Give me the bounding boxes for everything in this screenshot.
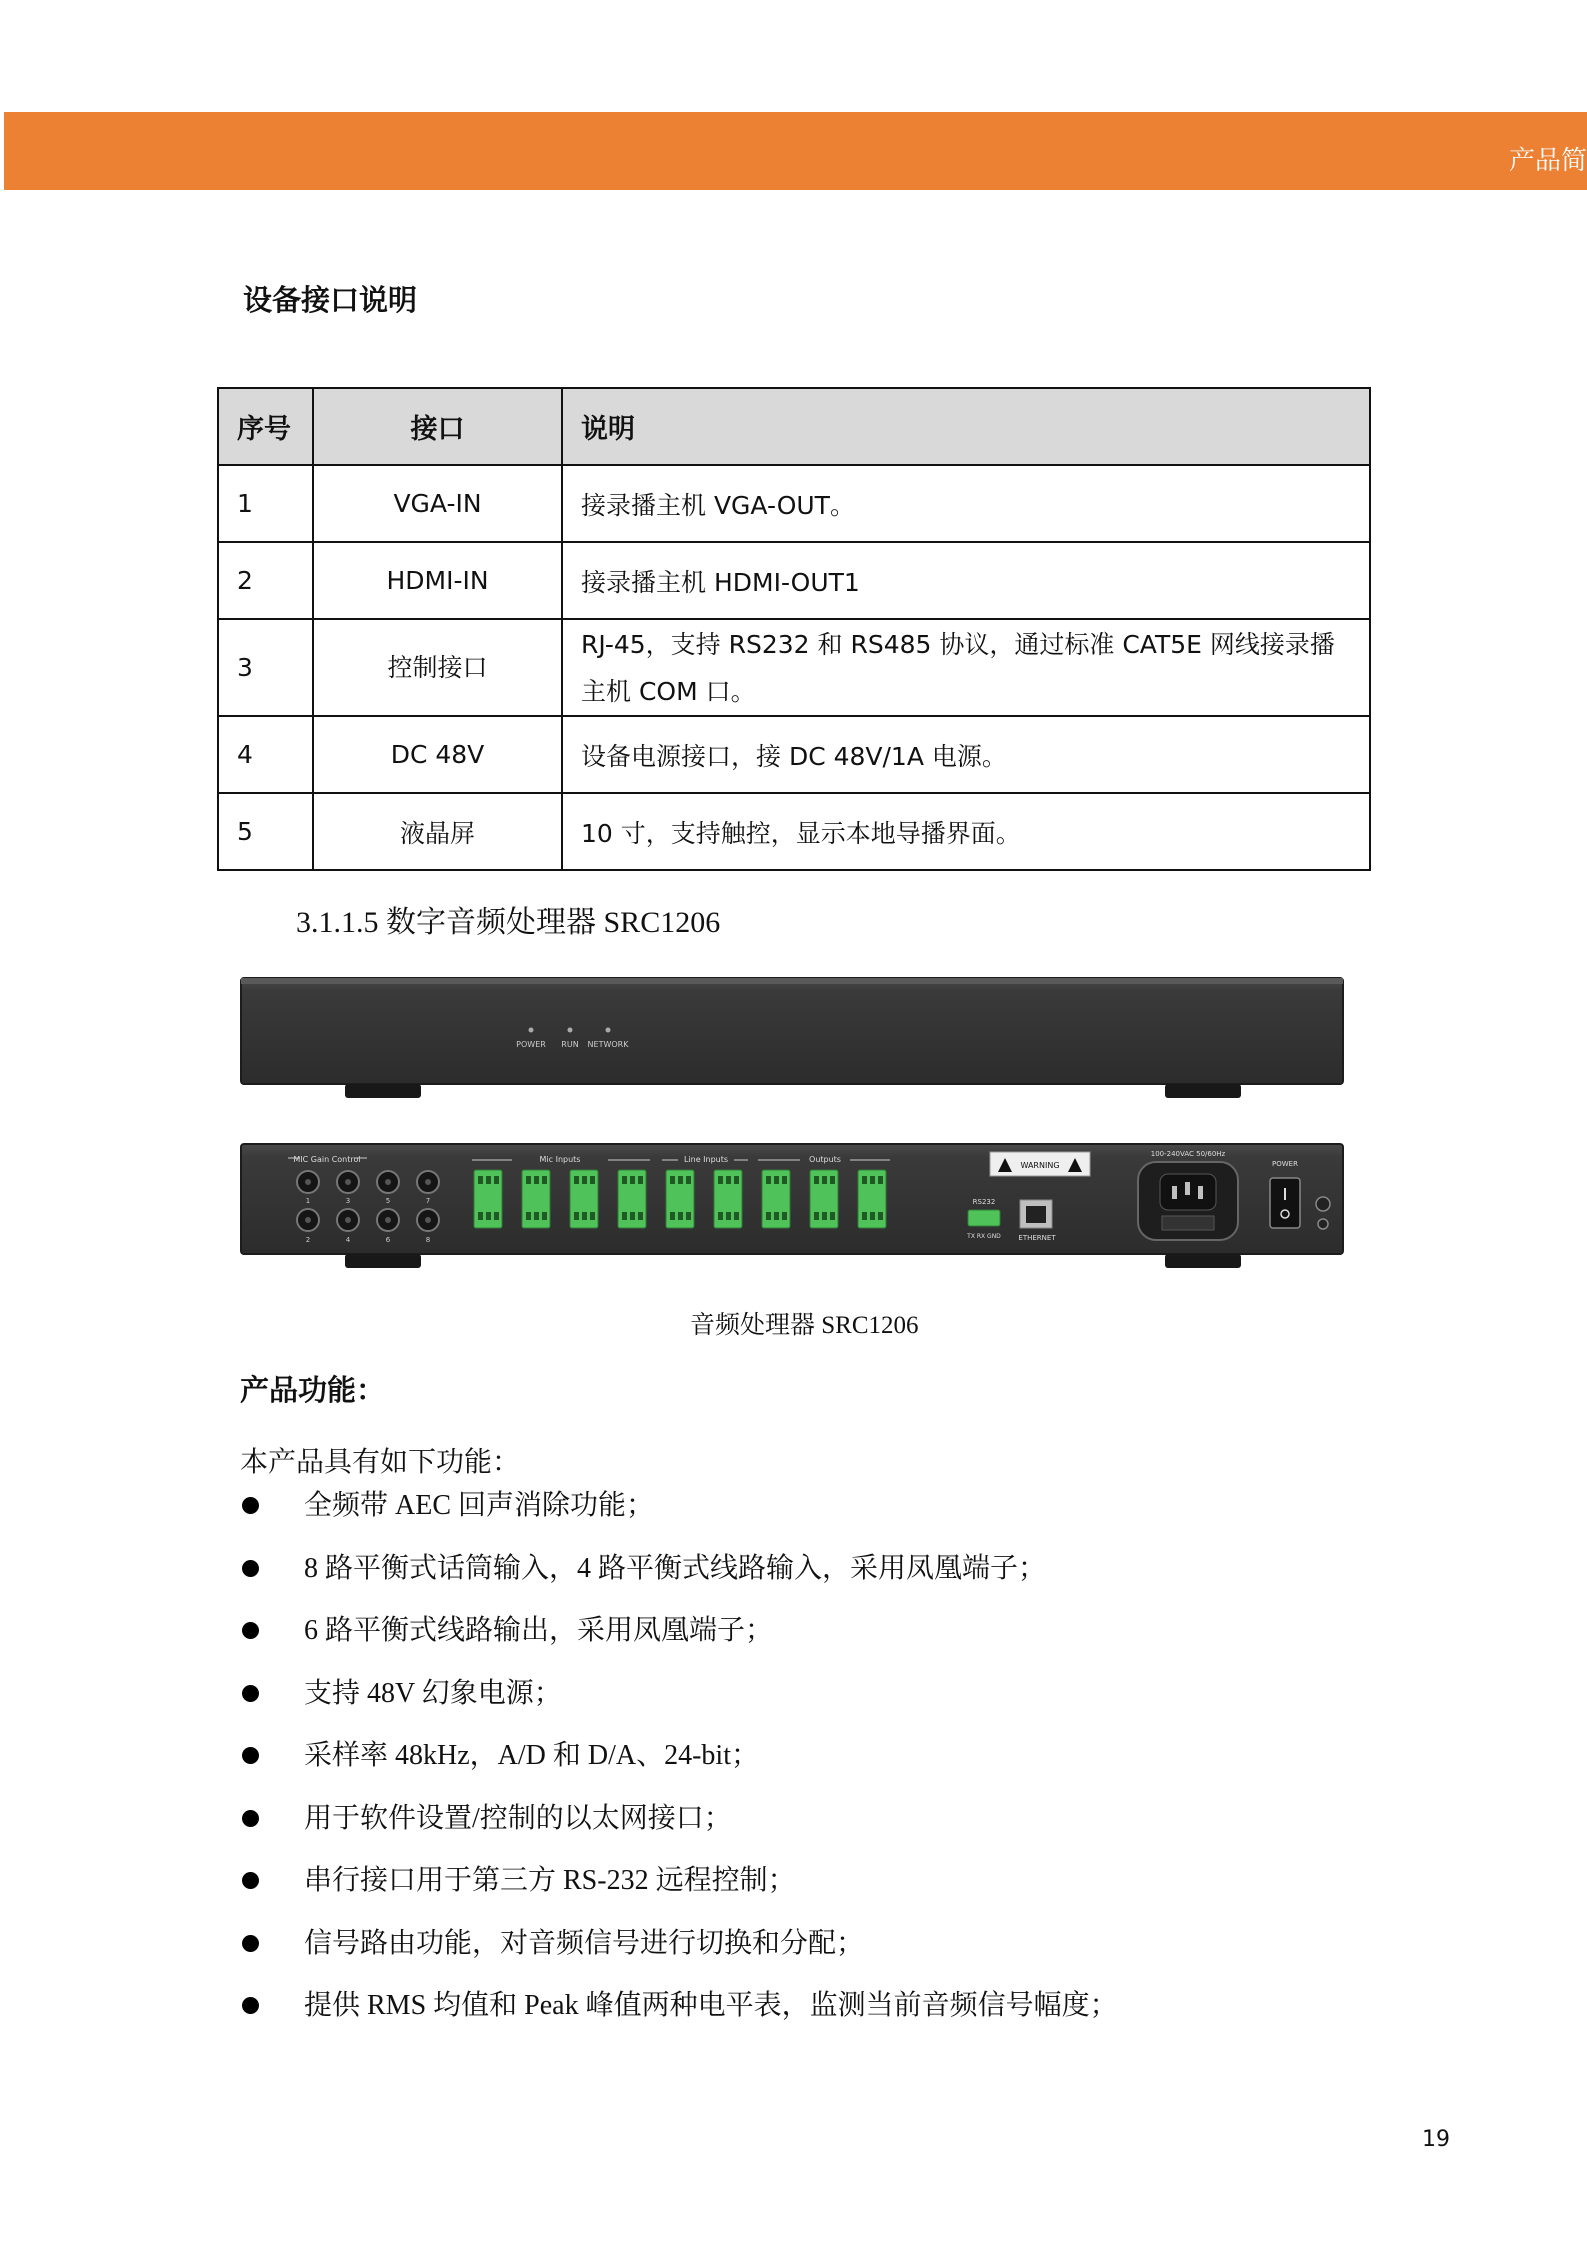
knob-number: 1 <box>305 1197 311 1205</box>
column-header-interface: 接口 <box>313 388 562 465</box>
features-list <box>240 1490 1118 2053</box>
feature-text: 采样率 48kHz，A/D 和 D/A、24-bit； <box>304 1740 759 1771</box>
list-item <box>240 1928 1118 1991</box>
row-interface: HDMI-IN <box>313 542 562 619</box>
column-header-no: 序号 <box>218 388 313 465</box>
feature-text: 用于软件设置/控制的以太网接口； <box>304 1802 732 1834</box>
knob-number: 5 <box>385 1197 391 1205</box>
list-item <box>240 1678 1118 1741</box>
ac-rating-label: 100-240VAC 50/60Hz <box>1150 1150 1226 1158</box>
row-no: 2 <box>218 542 313 619</box>
feature-text: 全频带 AEC 回声消除功能； <box>304 1490 655 1521</box>
bullet-icon <box>242 1935 259 1952</box>
list-item <box>240 1865 1118 1928</box>
list-item <box>240 1990 1118 2053</box>
feature-text: 8 路平衡式话筒输入，4 路平衡式线路输入，采用凤凰端子； <box>304 1552 1047 1584</box>
mic-inputs-label: Mic Inputs <box>539 1155 581 1164</box>
bullet-icon <box>242 1622 259 1639</box>
figure-caption: 音频处理器 SRC1206 <box>690 1312 919 1339</box>
row-no: 3 <box>218 619 313 716</box>
section-title: 设备接口说明 <box>243 283 418 317</box>
column-header-description: 说明 <box>562 388 1370 465</box>
feature-text: 信号路由功能，对音频信号进行切换和分配； <box>304 1927 865 1959</box>
ethernet-label: ETHERNET <box>1018 1234 1056 1242</box>
feature-text: 6 路平衡式线路输出，采用凤凰端子； <box>304 1615 774 1646</box>
list-item <box>240 1490 1118 1553</box>
device-photo <box>240 972 1345 1272</box>
line-inputs-label: Line Inputs <box>683 1155 729 1164</box>
knob-number: 2 <box>305 1236 311 1244</box>
row-no: 4 <box>218 716 313 793</box>
led-label-power: POWER <box>516 1040 546 1049</box>
warning-label: WARNING <box>1020 1161 1060 1170</box>
knob-number: 7 <box>425 1197 431 1205</box>
table-row <box>218 542 1370 619</box>
feature-text: 支持 48V 幻象电源； <box>304 1677 562 1709</box>
led-label-run: RUN <box>561 1040 579 1049</box>
list-item <box>240 1803 1118 1866</box>
features-title: 产品功能： <box>240 1375 386 1407</box>
bullet-icon <box>242 1810 259 1827</box>
bullet-icon <box>242 1747 259 1764</box>
feature-text: 提供 RMS 均值和 Peak 峰值两种电平表，监测当前音频信号幅度； <box>304 1990 1118 2021</box>
row-description: 设备电源接口，接 DC 48V/1A 电源。 <box>562 716 1370 793</box>
rs232-label: RS232 <box>972 1198 996 1206</box>
table-row <box>218 619 1370 716</box>
row-no: 5 <box>218 793 313 870</box>
row-interface: 控制接口 <box>313 619 562 716</box>
power-switch-label: POWER <box>1272 1160 1298 1168</box>
bullet-icon <box>242 1497 259 1514</box>
header-text: 产品简 <box>1508 146 1587 176</box>
page-number: 19 <box>1422 2127 1450 2152</box>
table-header-row <box>218 388 1370 465</box>
row-interface: VGA-IN <box>313 465 562 542</box>
row-description: 10 寸，支持触控，显示本地导播界面。 <box>562 793 1370 870</box>
list-item <box>240 1740 1118 1803</box>
row-description: 接录播主机 HDMI-OUT1 <box>562 542 1370 619</box>
list-item <box>240 1553 1118 1616</box>
bullet-icon <box>242 1560 259 1577</box>
bullet-icon <box>242 1685 259 1702</box>
bullet-icon <box>242 1997 259 2014</box>
subheading: 3.1.1.5 数字音频处理器 SRC1206 <box>296 906 721 939</box>
knob-number: 6 <box>385 1236 391 1244</box>
knob-number: 4 <box>345 1236 351 1244</box>
row-no: 1 <box>218 465 313 542</box>
header-band <box>4 112 1587 190</box>
rear-panel <box>241 1144 1343 1268</box>
list-item <box>240 1615 1118 1678</box>
row-interface: 液晶屏 <box>313 793 562 870</box>
row-description: RJ-45，支持 RS232 和 RS485 协议，通过标准 CAT5E 网线接录播主机 COM 口。 <box>562 619 1370 716</box>
bullet-icon <box>242 1872 259 1889</box>
rs232-pins-label: TX RX GND <box>967 1233 1001 1240</box>
table-row <box>218 793 1370 870</box>
mic-gain-label: MIC Gain Control <box>293 1155 361 1164</box>
front-panel <box>241 978 1343 1098</box>
row-interface: DC 48V <box>313 716 562 793</box>
outputs-label: Outputs <box>809 1155 841 1164</box>
table-row <box>218 716 1370 793</box>
features-intro: 本产品具有如下功能： <box>240 1447 521 1478</box>
table-row <box>218 465 1370 542</box>
row-description: 接录播主机 VGA-OUT。 <box>562 465 1370 542</box>
knob-number: 3 <box>345 1197 351 1205</box>
led-label-network: NETWORK <box>587 1040 629 1049</box>
feature-text: 串行接口用于第三方 RS-232 远程控制； <box>304 1865 796 1896</box>
interface-table <box>217 387 1371 871</box>
knob-number: 8 <box>425 1236 431 1244</box>
